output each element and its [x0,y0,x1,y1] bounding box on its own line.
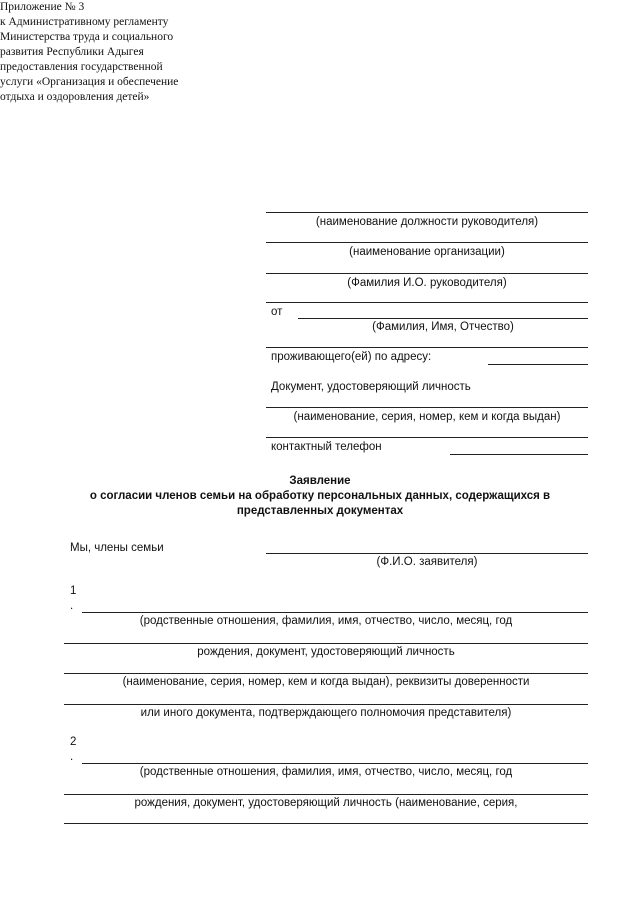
member-line[interactable] [64,704,588,705]
annex-line: предоставления государственной [0,61,163,73]
annex-line: услуги «Организация и обеспечение [0,76,179,88]
statement-subtitle: о согласии членов семьи на обработку персональных данных, содержащихся в [89,490,551,502]
annex-line: развития Республики Адыгея [0,46,144,58]
id-document-label: Документ, удостоверяющий личность [271,381,471,393]
member-line[interactable] [82,612,588,613]
residing-label: проживающего(ей) по адресу: [271,351,432,363]
member-caption: (наименование, серия, номер, кем и когда выдан), реквизиты доверенности [122,676,530,688]
member-caption: (родственные отношения, фамилия, имя, отчество, число, месяц, год [139,615,513,627]
member-line[interactable] [82,763,588,764]
annex-line: Министерства труда и социального [0,31,174,43]
id-document-line[interactable] [266,407,588,408]
separator-line [266,302,588,303]
member-line[interactable] [64,643,588,644]
position-caption: (наименование должности руководителя) [315,216,539,228]
annex-line: к Административному регламенту [0,16,169,28]
item-number: 2 [70,736,77,748]
applicant-line[interactable] [266,553,588,554]
phone-label: контактный телефон [271,441,382,453]
applicant-name-caption: (Фамилия, Имя, Отчество) [372,321,514,333]
head-name-line[interactable] [266,273,588,274]
from-label: от [271,306,283,318]
statement-title: Заявление [289,475,351,487]
head-name-caption: (Фамилия И.О. руководителя) [347,277,507,289]
separator-line [266,437,588,438]
member-caption: рождения, документ, удостоверяющий личность [197,646,455,658]
statement-subtitle: представленных документах [236,505,404,517]
annex-line: Приложение № 3 [0,1,85,13]
member-line[interactable] [64,794,588,795]
member-caption: (родственные отношения, фамилия, имя, отчество, число, месяц, год [139,766,513,778]
phone-line[interactable] [450,454,588,455]
separator-line [266,347,588,348]
item-dot: . [70,751,74,763]
applicant-name-line[interactable] [298,318,588,319]
applicant-caption: (Ф.И.О. заявителя) [376,556,478,568]
organization-caption: (наименование организации) [349,246,505,258]
members-label: Мы, члены семьи [70,542,164,554]
member-caption: рождения, документ, удостоверяющий личность (наименование, серия, [134,797,518,809]
member-line[interactable] [64,823,588,824]
address-line[interactable] [488,364,588,365]
member-caption: или иного документа, подтверждающего полномочия представителя) [140,707,512,719]
annex-header [0,0,640,105]
member-line[interactable] [64,673,588,674]
id-document-caption: (наименование, серия, номер, кем и когда выдан) [293,411,561,423]
item-dot: . [70,600,74,612]
organization-line[interactable] [266,242,588,243]
position-line[interactable] [266,212,588,213]
item-number: 1 [70,585,77,597]
annex-line: отдыха и оздоровления детей» [0,91,150,103]
